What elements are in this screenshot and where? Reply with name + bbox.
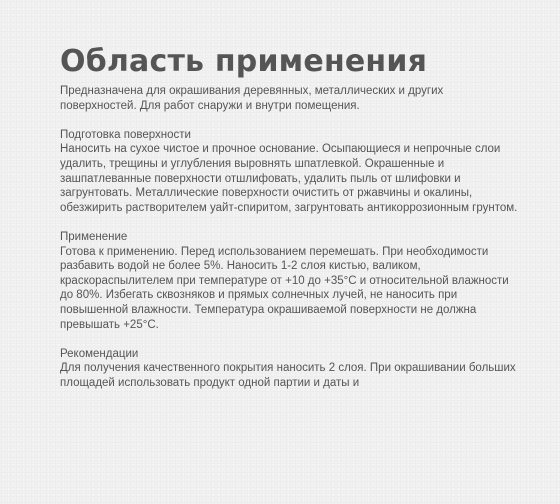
page-title: Область применения [60,44,428,79]
section-heading: Применение [60,230,128,243]
section-surface-preparation [60,128,520,216]
section-text: Наносить на сухое чистое и прочное основание. Осыпающиеся и непрочные слои удалить, трещины и углубления выровнять шпатлевкой. Окрашенные и зашпатлеванные поверхности отшлифовать, удалить пыль от шлифовки и загрунтовать. Металлические поверхности очистить от ржавчины и окалины, обезжирить растворителем уайт-спиритом, загрунтовать антикоррозионным грунтом. [60,143,518,214]
intro-paragraph: Предназначена для окрашивания деревянных, металлических и других поверхностей. Для работ снаружи и внутри помещения. [60,85,444,112]
section-application [60,230,520,332]
section-heading: Подготовка поверхности [60,128,191,141]
document-page [60,40,520,390]
section-heading: Рекомендации [60,347,139,360]
section-text: Для получения качественного покрытия наносить 2 слоя. При окрашивании больших площадей использовать продукт одной партии и даты и [60,362,516,389]
section-recommendations [60,347,520,391]
section-text: Готова к применению. Перед использованием перемешать. При необходимости разбавить водой не более 5%. Наносить 1-2 слоя кистью, валиком, краскораспылителем при температуре от +10 до +35°С и относительной влажности до 80%. Избегать сквозняков и прямых солнечных лучей, не наносить при повышенной влажности. Температура окрашиваемой поверхности не должна превышать +25°С. [60,245,509,331]
